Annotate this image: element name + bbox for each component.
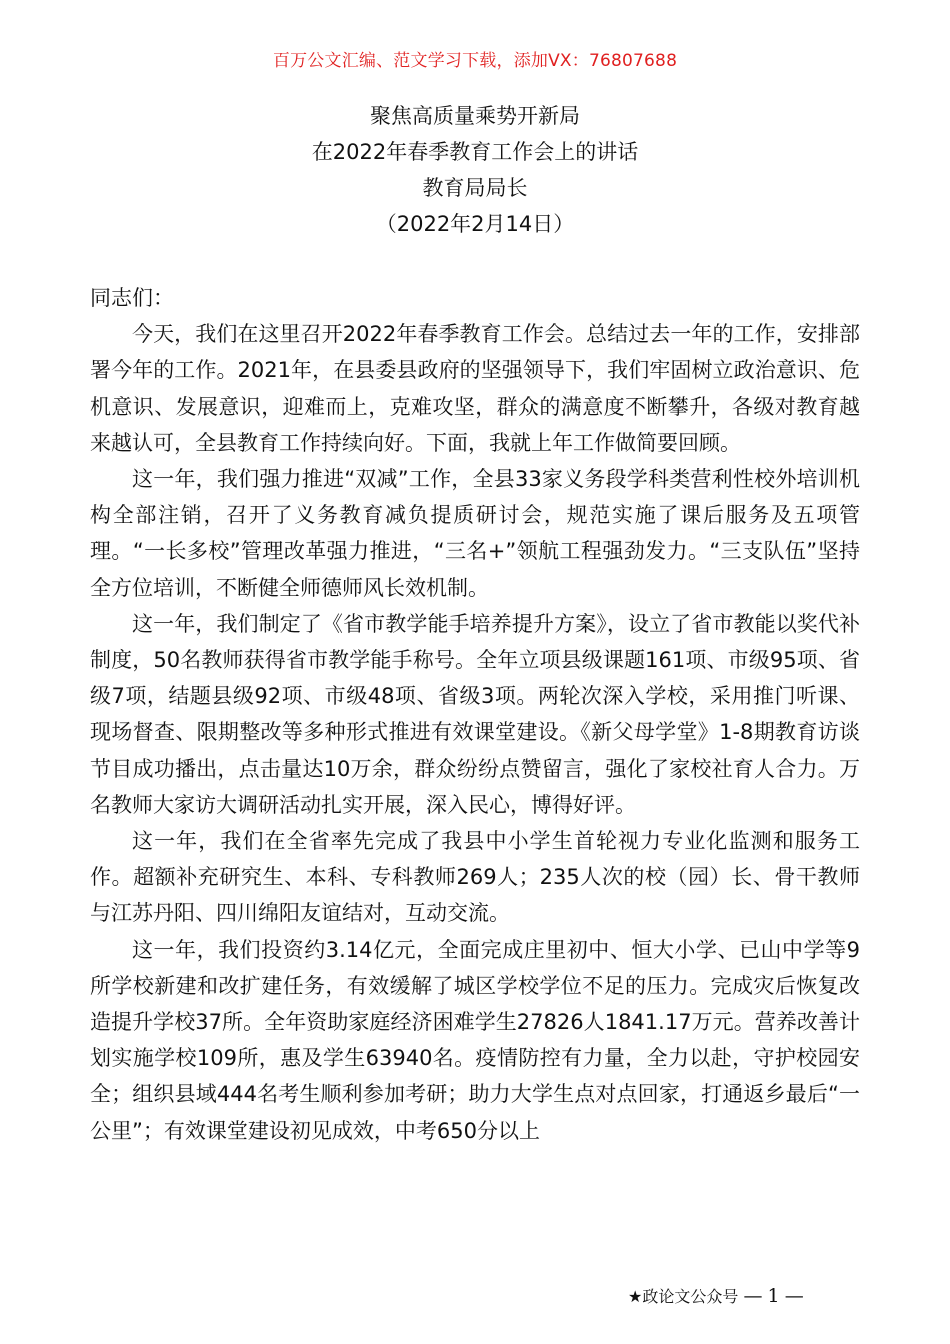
paragraph-intro: 今天，我们在这里召开2022年春季教育工作会。总结过去一年的工作，安排部署今年的工作。2021年，在县委县政府的坚强领导下，我们牢固树立政治意识、危机意识、发展意识，迎难而上，克难攻坚，群众的满意度不断攀升，各级对教育越来越认可，全县教育工作持续向好。下面，我就上年工作做简要回顾。 <box>90 322 860 455</box>
document-header <box>0 98 950 242</box>
page-footer <box>628 1284 804 1307</box>
page-dash-right: — <box>784 1285 804 1307</box>
watermark-banner: 百万公文汇编、范文学习下载，添加VX：76807688 <box>272 51 678 71</box>
document-subtitle: 在2022年春季教育工作会上的讲话 <box>311 140 639 164</box>
speech-date: （2022年2月14日） <box>375 212 575 236</box>
document-body <box>90 280 860 1149</box>
page-dash-left: — <box>743 1285 763 1307</box>
paragraph-vision-teachers: 这一年，我们在全省率先完成了我县中小学生首轮视力专业化监测和服务工作。超额补充研究生、本科、专科教师269人；235人次的校（园）长、骨干教师与江苏丹阳、四川绵阳友谊结对，互动交流。 <box>90 829 860 926</box>
paragraph-teaching-research: 这一年，我们制定了《省市教学能手培养提升方案》，设立了省市教能以奖代补制度，50名教师获得省市教学能手称号。全年立项县级课题161项、市级95项、省级7项，结题县级92项、市级48项、省级3项。两轮次深入学校，采用推门听课、现场督查、限期整改等多种形式推进有效课堂建设。《新父母学堂》1-8期教育访谈节目成功播出，点击量达10万余，群众纷纷点赞留言，强化了家校社育人合力。万名教师大家访大调研活动扎实开展，深入民心，博得好评。 <box>90 611 860 817</box>
footer-source: ★政论文公众号 <box>628 1287 739 1306</box>
document-title: 聚焦高质量乘势开新局 <box>370 104 580 128</box>
speaker-line: 教育局局长 <box>422 176 528 200</box>
paragraph-investment: 这一年，我们投资约3.14亿元，全面完成庄里初中、恒大小学、已山中学等9所学校新建和改扩建任务，有效缓解了城区学校学位不足的压力。完成灾后恢复改造提升学校37所。全年资助家庭经济困难学生27826人1841.17万元。营养改善计划实施学校109所，惠及学生63940名。疫情防控有力量，全力以赴，守护校园安全；组织县域444名考生顺利参加考研；助力大学生点对点回家，打通返乡最后“一公里”；有效课堂建设初见成效，中考650分以上 <box>90 937 860 1143</box>
salutation: 同志们： <box>90 286 174 310</box>
page-number: 1 <box>767 1285 780 1307</box>
paragraph-double-reduction: 这一年，我们强力推进“双减”工作，全县33家义务段学科类营利性校外培训机构全部注销，召开了义务教育减负提质研讨会，规范实施了课后服务及五项管理。“一长多校”管理改革强力推进，“三名+”领航工程强劲发力。“三支队伍”坚持全方位培训，不断健全师德师风长效机制。 <box>90 467 860 600</box>
